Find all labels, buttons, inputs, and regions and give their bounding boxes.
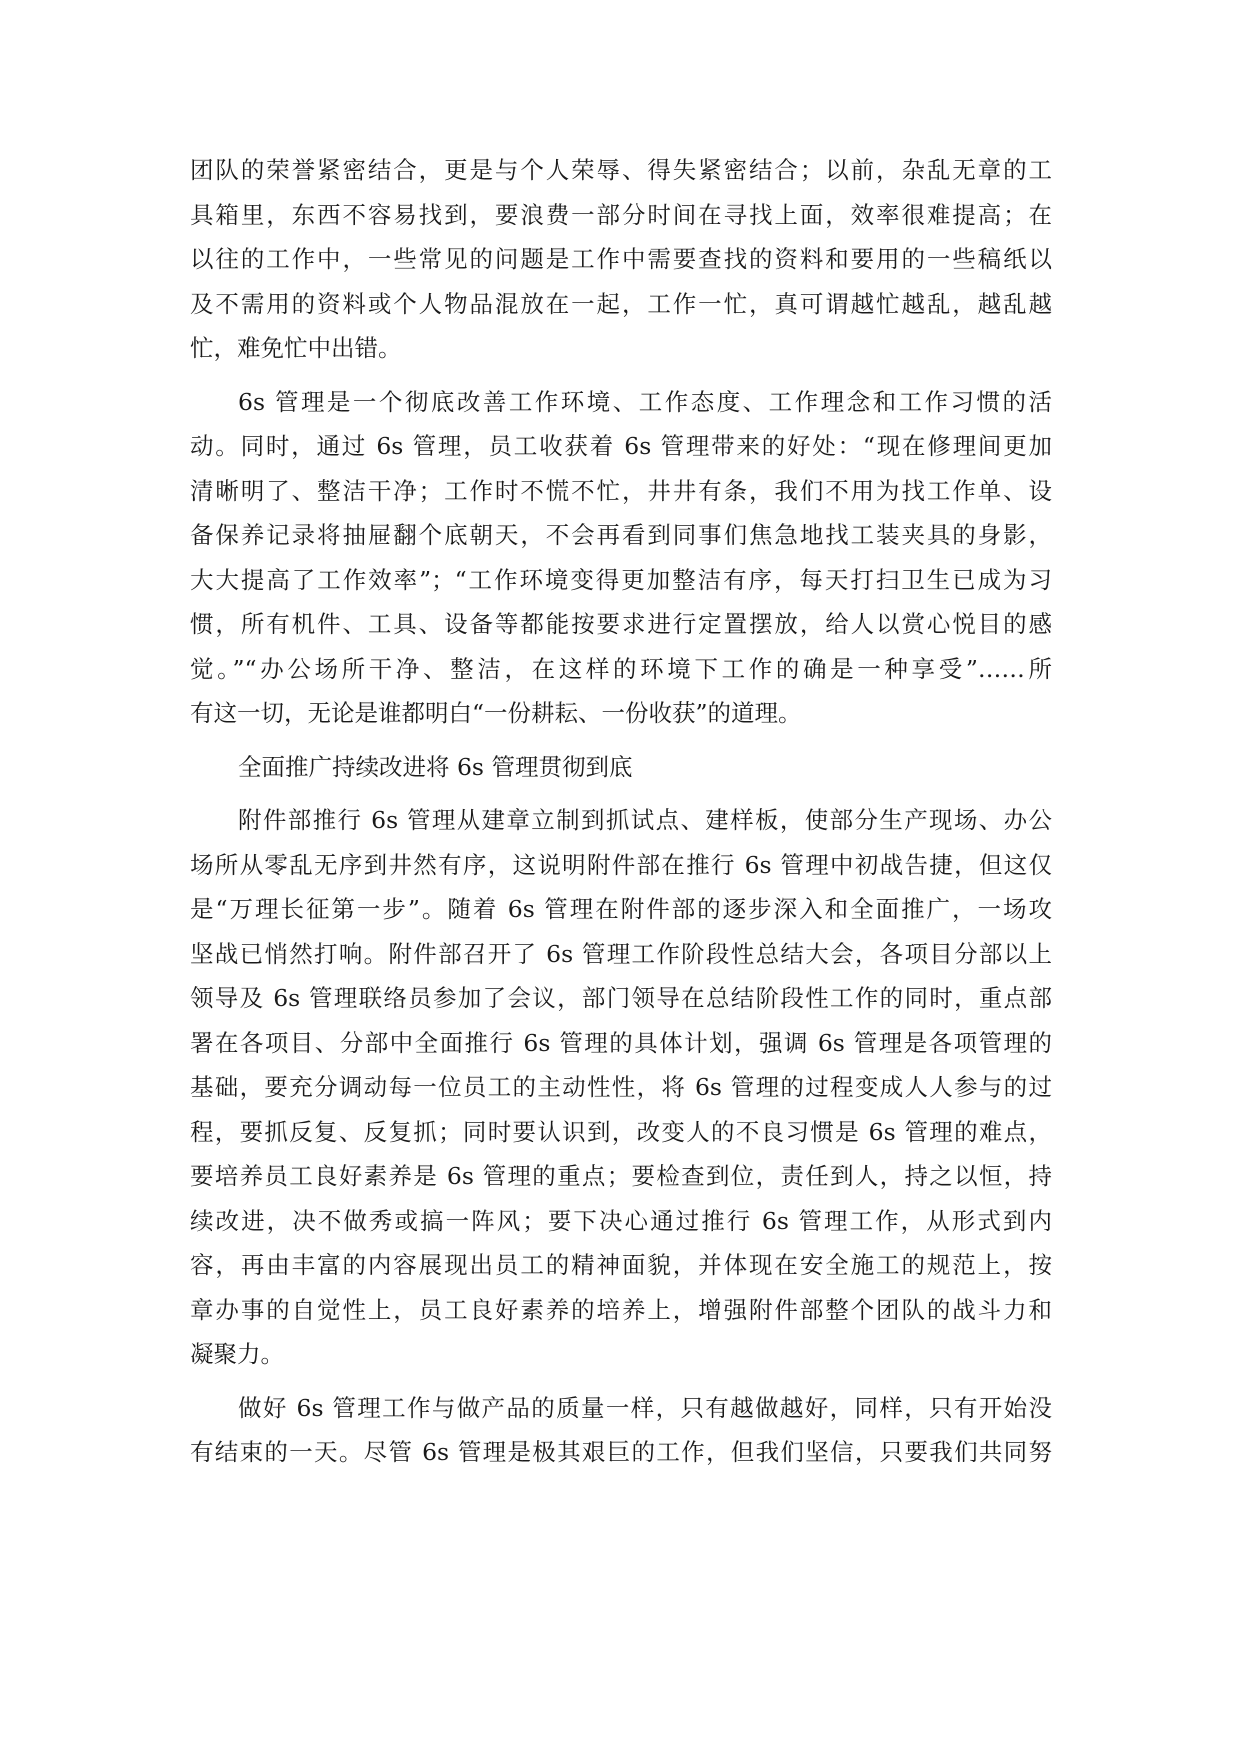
text-line: 觉。”“办公场所干净、整洁，在这样的环境下工作的确是一种享受”……所: [190, 654, 1052, 683]
text-line: 凝聚力。: [190, 1340, 284, 1368]
text-line: 续改进，决不做秀或搞一阵风；要下决心通过推行 6s 管理工作，从形式到内: [190, 1206, 1052, 1235]
section-heading-text: 全面推广持续改进将 6s 管理贯彻到底: [238, 752, 633, 781]
text-line: 及不需用的资料或个人物品混放在一起，工作一忙，真可谓越忙越乱，越乱越: [190, 289, 1052, 318]
text-line: 团队的荣誉紧密结合，更是与个人荣辱、得失紧密结合；以前，杂乱无章的工: [190, 156, 1052, 184]
text-line: 程，要抓反复、反复抓；同时要认识到，改变人的不良习惯是 6s 管理的难点，: [190, 1117, 1052, 1146]
text-line: 基础，要充分调动每一位员工的主动性性，将 6s 管理的过程变成人人参与的过: [190, 1073, 1052, 1101]
paragraph-2: [190, 380, 1052, 736]
text-line: 署在各项目、分部中全面推行 6s 管理的具体计划，强调 6s 管理是各项管理的: [190, 1028, 1052, 1057]
text-line: 坚战已悄然打响。附件部召开了 6s 管理工作阶段性总结大会，各项目分部以上: [190, 939, 1052, 968]
text-line: 场所从零乱无序到井然有序，这说明附件部在推行 6s 管理中初战告捷，但这仅: [190, 850, 1052, 879]
text-line: 忙，难免忙中出错。: [190, 334, 402, 362]
paragraph-4: [190, 798, 1052, 1377]
text-line: 做好 6s 管理工作与做产品的质量一样，只有越做越好，同样，只有开始没: [238, 1393, 1052, 1422]
text-line: 领导及 6s 管理联络员参加了会议，部门领导在总结阶段性工作的同时，重点部: [190, 984, 1052, 1012]
text-line: 有结束的一天。尽管 6s 管理是极其艰巨的工作，但我们坚信，只要我们共同努: [190, 1438, 1052, 1466]
text-line: 具箱里，东西不容易找到，要浪费一部分时间在寻找上面，效率很难提高；在: [190, 200, 1052, 229]
text-line: 清晰明了、整洁干净；工作时不慌不忙，井井有条，我们不用为找工作单、设: [190, 476, 1052, 505]
text-line: 附件部推行 6s 管理从建章立制到抓试点、建样板，使部分生产现场、办公: [238, 806, 1052, 834]
text-line: 6s 管理是一个彻底改善工作环境、工作态度、工作理念和工作习惯的活: [238, 387, 1052, 416]
text-line: 以往的工作中，一些常见的问题是工作中需要查找的资料和要用的一些稿纸以: [190, 245, 1052, 273]
text-line: 章办事的自觉性上，员工良好素养的培养上，增强附件部整个团队的战斗力和: [190, 1295, 1052, 1324]
text-line: 惯，所有机件、工具、设备等都能按要求进行定置摆放，给人以赏心悦目的感: [190, 610, 1052, 638]
document-body: [190, 148, 1052, 1475]
text-line: 是“万理长征第一步”。随着 6s 管理在附件部的逐步深入和全面推广，一场攻: [190, 895, 1052, 923]
paragraph-5: [190, 1386, 1052, 1475]
section-heading: [190, 745, 1052, 790]
text-line: 有这一切，无论是谁都明白“一份耕耘、一份收获”的道理。: [190, 699, 802, 727]
text-line: 要培养员工良好素养是 6s 管理的重点；要检查到位，责任到人，持之以恒，持: [190, 1162, 1052, 1190]
paragraph-1: [190, 148, 1052, 371]
text-line: 大大提高了工作效率”；“工作环境变得更加整洁有序，每天打扫卫生已成为习: [190, 565, 1052, 594]
text-line: 备保养记录将抽屉翻个底朝天，不会再看到同事们焦急地找工装夹具的身影，: [190, 521, 1052, 549]
text-line: 容，再由丰富的内容展现出员工的精神面貌，并体现在安全施工的规范上，按: [190, 1251, 1052, 1279]
text-line: 动。同时，通过 6s 管理，员工收获着 6s 管理带来的好处：“现在修理间更加: [190, 432, 1052, 460]
